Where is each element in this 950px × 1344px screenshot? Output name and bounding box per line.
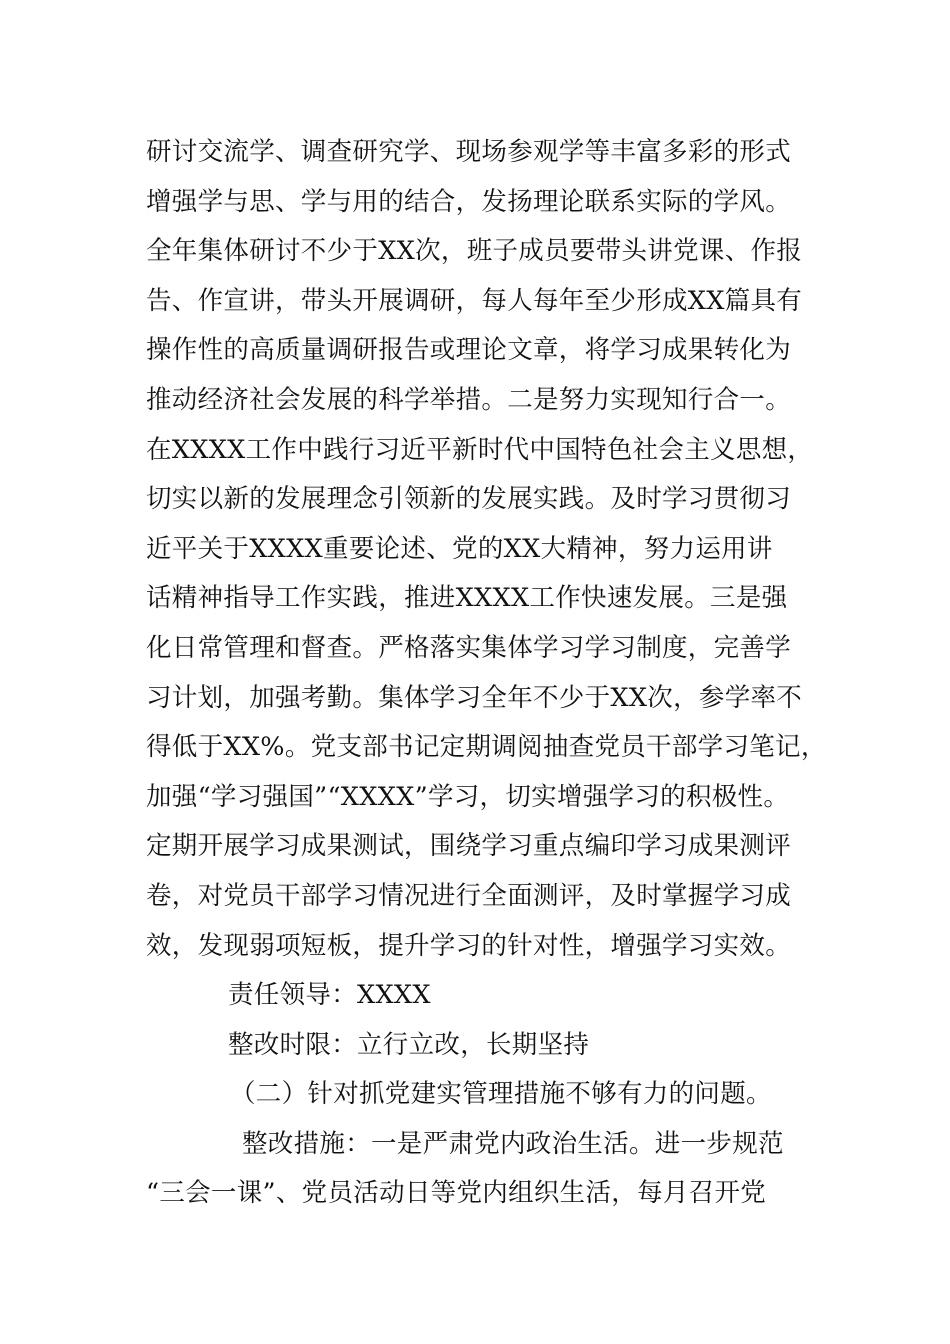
body-line-3: 全年集体研讨不少于XX次，班子成员要带头讲党课、作报 [146,236,803,267]
responsible-leader: 责任领导：XXXX [228,980,431,1011]
body-line-2: 增强学与思、学与用的结合，发扬理论联系实际的学风。 [146,186,792,217]
body-line-8: 切实以新的发展理念引领新的发展实践。及时学习贯彻习 [146,484,792,515]
measures-line-2: “三会一课”、党员活动日等党内组织生活，每月召开党 [146,1178,767,1209]
body-line-1: 研讨交流学、调查研究学、现场参观学等丰富多彩的形式 [146,137,792,167]
measures-line-1: 整改措施：一是严肃党内政治生活。进一步规范 [242,1128,784,1159]
section-heading: （二）针对抓党建实管理措施不够有力的问题。 [230,1079,772,1110]
body-line-17: 效，发现弱项短板，提升学习的针对性，增强学习实效。 [146,930,792,961]
body-line-5: 操作性的高质量调研报告或理论文章，将学习成果转化为 [146,335,792,366]
body-line-15: 定期开展学习成果测试，围绕学习重点编印学习成果测评 [146,831,792,862]
body-line-14: 加强“学习强国”“XXXX”学习，切实增强学习的积极性。 [146,781,790,812]
body-line-16: 卷，对党员干部学习情况进行全面测评，及时掌握学习成 [146,880,792,911]
rectification-deadline: 整改时限：立行立改，长期坚持 [228,1029,590,1060]
body-line-9: 近平关于XXXX重要论述、党的XX大精神，努力运用讲 [146,533,773,564]
body-line-6: 推动经济社会发展的科学举措。二是努力实现知行合一。 [146,384,792,415]
body-line-11: 化日常管理和督查。严格落实集体学习学习制度，完善学 [146,632,792,663]
body-line-13: 得低于XX%。党支部书记定期调阅抽查党员干部学习笔记， [146,732,827,763]
body-line-12: 习计划，加强考勤。集体学习全年不少于XX次，参学率不 [146,682,803,713]
body-line-10: 话精神指导工作实践，推进XXXX工作快速发展。三是强 [146,583,788,614]
body-line-7: 在XXXX工作中践行习近平新时代中国特色社会主义思想， [146,434,814,465]
body-line-4: 告、作宣讲，带头开展调研，每人每年至少形成XX篇具有 [146,285,803,316]
document-body [146,128,846,1219]
